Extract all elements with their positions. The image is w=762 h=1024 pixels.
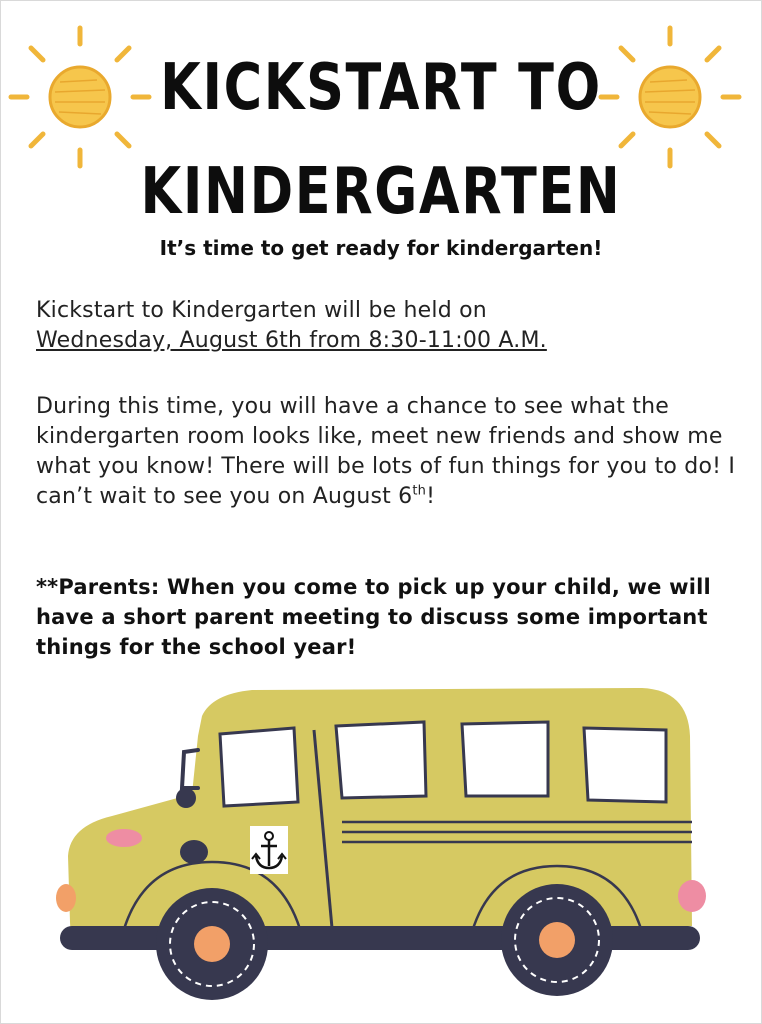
details-end: ! (426, 484, 436, 509)
subtitle: It’s time to get ready for kindergarten! (159, 236, 603, 260)
intro-text: Kickstart to Kindergarten will be held on (36, 298, 487, 323)
parents-note: **Parents: When you come to pick up your child, we will have a short parent meeting to discuss some important things for the school year! (36, 575, 711, 659)
details-paragraph (36, 392, 736, 512)
details-text: During this time, you will have a chance to see what the kindergarten room looks like, meet new friends and show me what you know! There will be lots of fun things for you to do! I can’t wait to see you on August 6 (36, 394, 736, 509)
page-title-line1: KICKSTART TO (160, 51, 602, 125)
intro-paragraph (36, 296, 736, 356)
page-title-line2: KINDERGARTEN (140, 155, 622, 229)
event-date-time: Wednesday, August 6th from 8:30-11:00 A.M. (36, 328, 547, 353)
school-bus-illustration (52, 676, 712, 1006)
ordinal-suffix: th (412, 483, 427, 499)
anchor-icon (250, 826, 288, 874)
